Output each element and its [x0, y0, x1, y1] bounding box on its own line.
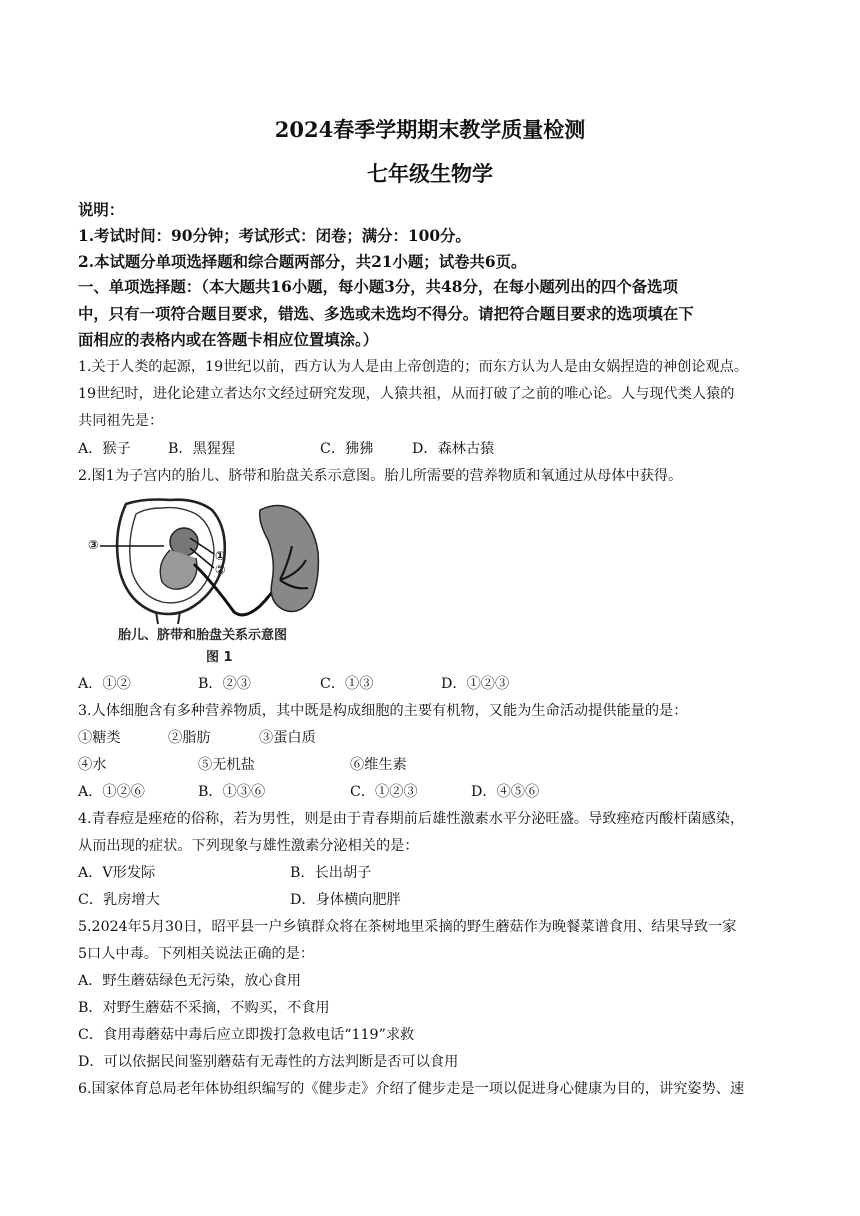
marker-2: ② [215, 562, 226, 577]
q1-line-2: 19世纪时，进化论建立者达尔文经过研究发现，人猿共祖，从而打破了之前的唯心论。人与现代类人猿的 [78, 386, 735, 402]
q2-option-a: A．①② [78, 676, 131, 692]
q4-line-1: 4.青春痘是痤疮的俗称，若为男性，则是由于青春期前后雄性激素水平分泌旺盛。导致痤疮丙酸杆菌感染， [78, 811, 745, 827]
q3-option-b: B．①③⑥ [198, 784, 266, 800]
q3-item-5: ⑤无机盐 [198, 757, 255, 773]
q5-option-a: A．野生蘑菇绿色无污染，放心食用 [78, 973, 302, 989]
q5-line-2: 5口人中毒。下列相关说法正确的是： [78, 946, 315, 962]
placenta-diagram [84, 494, 330, 624]
notes-item-2: 2.本试题分单项选择题和综合题两部分，共21小题；试卷共6页。 [78, 253, 527, 271]
q5-option-d: D．可以依据民间鉴别蘑菇有无毒性的方法判断是否可以食用 [78, 1054, 459, 1070]
q6-line-1: 6.国家体育总局老年体协组织编写的《健步走》介绍了健步走是一项以促进身心健康为目的，讲究姿势、速 [78, 1081, 745, 1097]
exam-subtitle: 七年级生物学 [367, 161, 493, 186]
q4-option-d: D．身体横向肥胖 [290, 892, 401, 908]
q4-option-a: A．V形发际 [78, 865, 156, 881]
q1-option-a: A．猴子 [78, 441, 131, 457]
section1-line-1: 一、单项选择题：（本大题共16小题，每小题3分，共48分，在每小题列出的四个备选项 [78, 278, 678, 296]
fetus-body [160, 550, 197, 589]
q4-option-c: C．乳房增大 [78, 892, 160, 908]
figure-1 [84, 494, 330, 666]
q5-option-c: C．食用毒蘑菇中毒后应立即拨打急救电话“119”求救 [78, 1027, 415, 1043]
q2-option-b: B．②③ [198, 676, 251, 692]
q3-option-d: D．④⑤⑥ [471, 784, 540, 800]
q4-option-b: B．长出胡子 [290, 865, 372, 881]
q5-option-b: B．对野生蘑菇不采摘，不购买，不食用 [78, 1000, 330, 1016]
q3-item-6: ⑥维生素 [350, 757, 407, 773]
q1-line-1: 1.关于人类的起源，19世纪以前，西方认为人是由上帝创造的；而东方认为人是由女娲捏造的神创论观点。 [78, 359, 749, 375]
q3-item-2: ②脂肪 [168, 730, 211, 746]
notes-item-1: 1.考试时间：90分钟；考试形式：闭卷；满分：100分。 [78, 227, 471, 245]
marker-3: ③ [88, 537, 99, 552]
q1-option-d: D．森林古猿 [412, 441, 495, 457]
section1-line-3: 面相应的表格内或在答题卡相应位置填涂。） [78, 331, 379, 349]
q3-line-1: 3.人体细胞含有多种营养物质，其中既是构成细胞的主要有机物，又能为生命活动提供能量的是： [78, 703, 688, 719]
figure-number: 图 1 [206, 650, 233, 665]
q2-line-1: 2.图1为子宫内的胎儿、脐带和胎盘关系示意图。胎儿所需要的营养物质和氧通过从母体中获得。 [78, 468, 683, 484]
marker-1: ① [215, 548, 226, 563]
exam-title: 2024春季学期期末教学质量检测 [274, 117, 586, 142]
umbilical-cord [194, 564, 280, 615]
q1-option-b: B．黑猩猩 [168, 441, 236, 457]
q3-option-c: C．①②③ [350, 784, 418, 800]
notes-heading: 说明： [78, 201, 125, 219]
section1-line-2: 中，只有一项符合题目要求，错选、多选或未选均不得分。请把符合题目要求的选项填在下 [78, 305, 694, 323]
q2-option-c: C．①③ [320, 676, 374, 692]
q5-line-1: 5.2024年5月30日，昭平县一户乡镇群众将在茶树地里采摘的野生蘑菇作为晚餐菜谱食用、结果导致一家 [78, 919, 737, 935]
q3-item-4: ④水 [78, 757, 107, 773]
q3-item-1: ①糖类 [78, 730, 121, 746]
q3-item-3: ③蛋白质 [259, 730, 316, 746]
figure-caption: 胎儿、脐带和胎盘关系示意图 [118, 628, 288, 643]
q2-option-d: D．①②③ [441, 676, 510, 692]
q1-line-3: 共同祖先是： [78, 413, 164, 429]
q3-option-a: A．①②⑥ [78, 784, 145, 800]
q1-option-c: C．狒狒 [320, 441, 374, 457]
q4-line-2: 从而出现的症状。下列现象与雄性激素分泌相关的是： [78, 838, 419, 854]
